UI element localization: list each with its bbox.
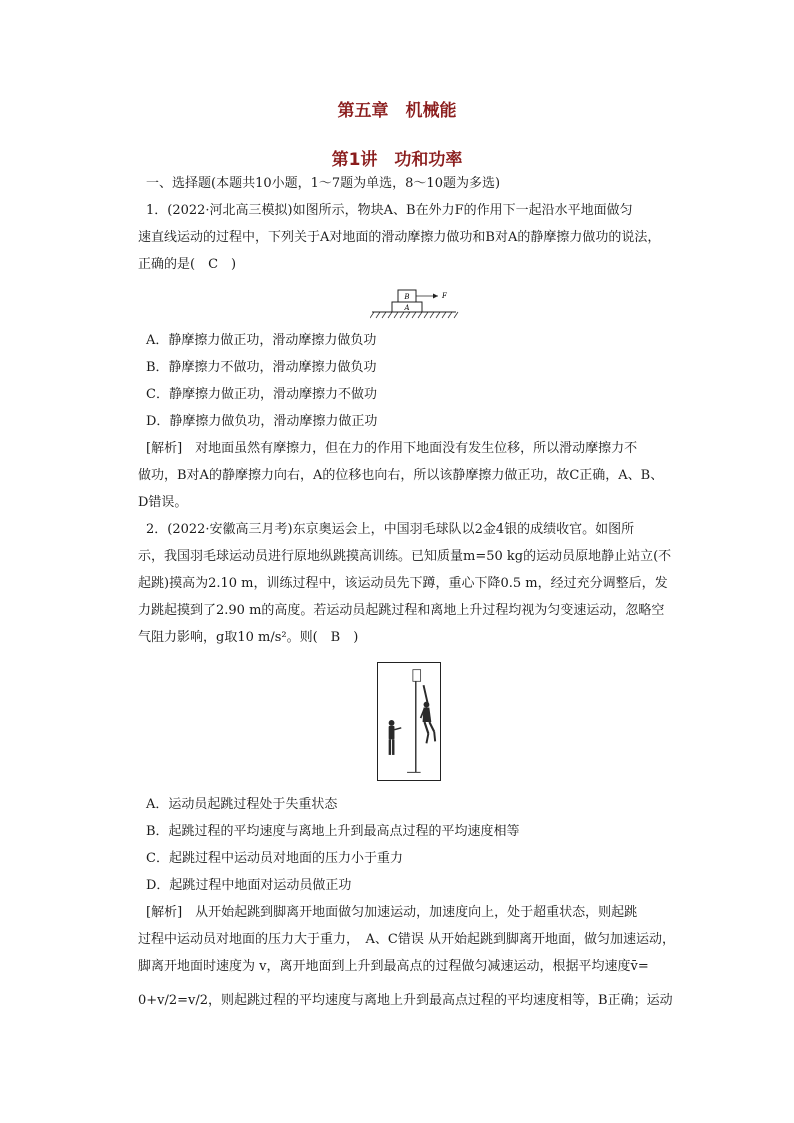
q2-option-c: C．起跳过程中运动员对地面的压力小于重力 [146,851,403,866]
q2-option-b: B．起跳过程的平均速度与离地上升到最高点过程的平均速度相等 [146,824,520,839]
q1-explanation-1: [解析] 对地面虽然有摩擦力，但在力的作用下地面没有发生位移，所以滑动摩擦力不 [146,441,638,456]
q2-line-4: 力跳起摸到了2.90 m的高度。若运动员起跳过程和离地上升过程均视为匀变速运动，忽略空 [138,603,665,618]
q2-line-1: 2．(2022·安徽高三月考)东京奥运会上，中国羽毛球队以2金4银的成绩收官。如图所 [146,522,635,537]
q2-line-5: 气阻力影响，g取10 m/s²。则( B ) [138,630,359,645]
q2-line-3: 起跳)摸高为2.10 m，训练过程中，该运动员先下蹲，重心下降0.5 m，经过充分调整后，发 [138,576,668,591]
q1-option-d: D．静摩擦力做负功，滑动摩擦力做正功 [146,414,378,429]
q2-option-d: D．起跳过程中地面对运动员做正功 [146,878,352,893]
q1-block-diagram [370,286,460,320]
lecture-title: 第1讲 功和功率 [331,150,463,170]
q1-option-c: C．静摩擦力做正功，滑动摩擦力不做功 [146,387,377,402]
q2-explanation-1: [解析] 从开始起跳到脚离开地面做匀加速运动，加速度向上，处于超重状态，则起跳 [146,905,638,920]
q1-line-3: 正确的是( C ) [138,257,237,272]
q1-line-1: 1．(2022·河北高三模拟)如图所示，物块A、B在外力F的作用下一起沿水平地面做匀 [146,203,633,218]
q2-line-2: 示，我国羽毛球运动员进行原地纵跳摸高训练。已知质量m=50 kg的运动员原地静止站立(不 [138,549,672,564]
q2-explanation-3: 脚离开地面时速度为 v，离开地面到上升到最高点的过程做匀减速运动，根据平均速度v̄= [138,959,649,974]
q2-jump-photo [377,662,441,781]
block-a-label: A [404,304,410,312]
q1-line-2: 速直线运动的过程中，下列关于A对地面的滑动摩擦力做功和B对A的静摩擦力做功的说法， [138,230,661,245]
section-header: 一、选择题(本题共10小题，1～7题为单选，8～10题为多选) [146,176,501,191]
q2-explanation-2: 过程中运动员对地面的压力大于重力， A、C错误 从开始起跳到脚离开地面，做匀加速运动， [138,932,675,947]
force-label: F [442,292,447,300]
athlete-jump-illustration [378,663,440,780]
q2-explanation-4: 0+v/2=v/2，则起跳过程的平均速度与离地上升到最高点过程的平均速度相等，B正确；运动 [138,993,673,1008]
chapter-title: 第五章 机械能 [337,101,457,121]
block-b-label: B [404,293,410,301]
q1-option-b: B．静摩擦力不做功，滑动摩擦力做负功 [146,360,377,375]
q2-option-a: A．运动员起跳过程处于失重状态 [146,797,338,812]
q1-explanation-2: 做功，B对A的静摩擦力向右，A的位移也向右，所以该静摩擦力做正功，故C正确，A、B、 [138,468,664,483]
q1-explanation-3: D错误。 [138,495,188,510]
q1-option-a: A．静摩擦力做正功，滑动摩擦力做负功 [146,333,377,348]
